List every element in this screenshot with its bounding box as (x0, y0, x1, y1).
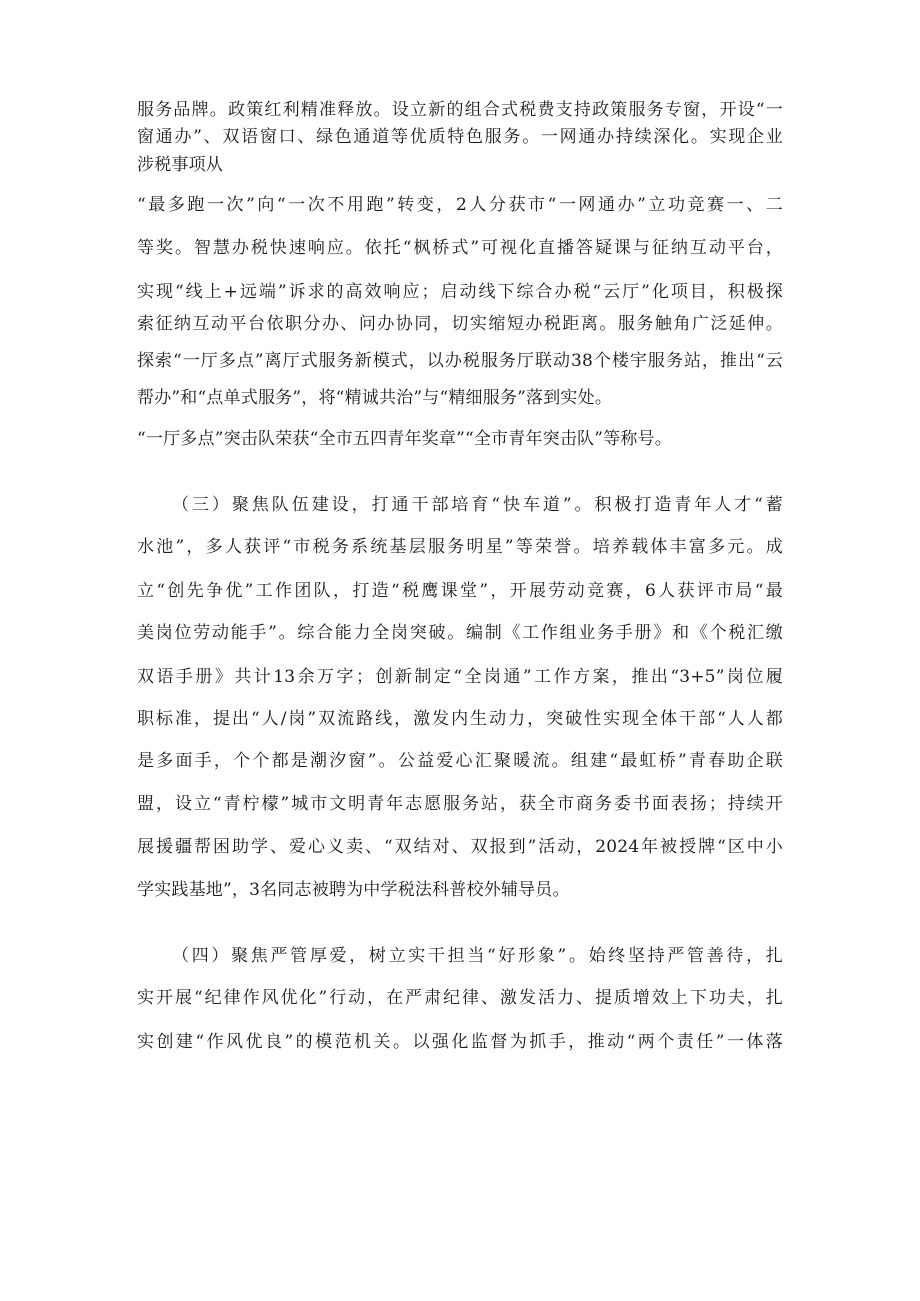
text-line: 实创建“作风优良”的模范机关。以强化监督为抓手，推动“两个责任”一体落 (137, 1032, 783, 1052)
text-line: 职标准，提出“人/岗”双流路线，激发内生动力，突破性实现全体干部“人人都 (137, 709, 783, 729)
text-line: 双语手册》共计13余万字；创新制定“全岗通”工作方案，推出“3+5”岗位履 (137, 667, 783, 687)
text-line: 窗通办”、双语窗口、绿色通道等优质特色服务。一网通办持续深化。实现企业 (137, 127, 783, 147)
text-line: 水池”，多人获评“市税务系统基层服务明星”等荣誉。培养载体丰富多元。成 (137, 537, 783, 557)
text-line: 实开展“纪律作风优化”行动，在严肃纪律、激发活力、提质增效上下功夫，扎 (137, 988, 783, 1008)
text-line: 是多面手，个个都是潮汐窗”。公益爱心汇聚暖流。组建“最虹桥”青春助企联 (137, 751, 783, 771)
text-line: 涉税事项从 (137, 155, 223, 175)
section-4-heading-line: （四）聚焦严管厚爱，树立实干担当“好形象”。始终坚持严管善待，扎 (172, 946, 783, 966)
section-3-heading-line: （三）聚焦队伍建设，打通干部培育“快车道”。积极打造青年人才“蓄 (172, 495, 783, 515)
text-line: 索征纳互动平台依职分办、问办协同，切实缩短办税距离。服务触角广泛延伸。 (137, 314, 783, 334)
text-line: “一厅多点”突击队荣获“全市五四青年奖章”“全市青年突击队”等称号。 (137, 429, 672, 449)
text-line: 盟，设立“青柠檬”城市文明青年志愿服务站，获全市商务委书面表扬；持续开 (137, 794, 783, 814)
text-line: 等奖。智慧办税快速响应。依托“枫桥式”可视化直播答疑课与征纳互动平台， (137, 238, 783, 258)
text-line: 服务品牌。政策红利精准释放。设立新的组合式税费支持政策服务专窗，开设“一 (137, 100, 783, 120)
text-line: 帮办”和“点单式服务”，将“精诚共治”与“精细服务”落到实处。 (137, 388, 613, 408)
text-line: 立“创先争优”工作团队，打造“税鹰课堂”，开展劳动竞赛，6人获评市局“最 (137, 581, 783, 601)
text-line: 探索“一厅多点”离厅式服务新模式，以办税服务厅联动38个楼宇服务站，推出“云 (137, 351, 783, 371)
text-line: “最多跑一次”向“一次不用跑”转变，2人分获市“一网通办”立功竞赛一、二 (137, 195, 783, 215)
text-line: 学实践基地”，3名同志被聘为中学税法科普校外辅导员。 (137, 880, 570, 900)
text-line: 展援疆帮困助学、爱心义卖、“双结对、双报到”活动，2024年被授牌“区中小 (137, 837, 783, 857)
text-line: 美岗位劳动能手”。综合能力全岗突破。编制《工作组业务手册》和《个税汇缴 (137, 623, 783, 643)
text-line: 实现“线上+远端”诉求的高效响应；启动线下综合办税“云厅”化项目，积极探 (137, 282, 783, 302)
